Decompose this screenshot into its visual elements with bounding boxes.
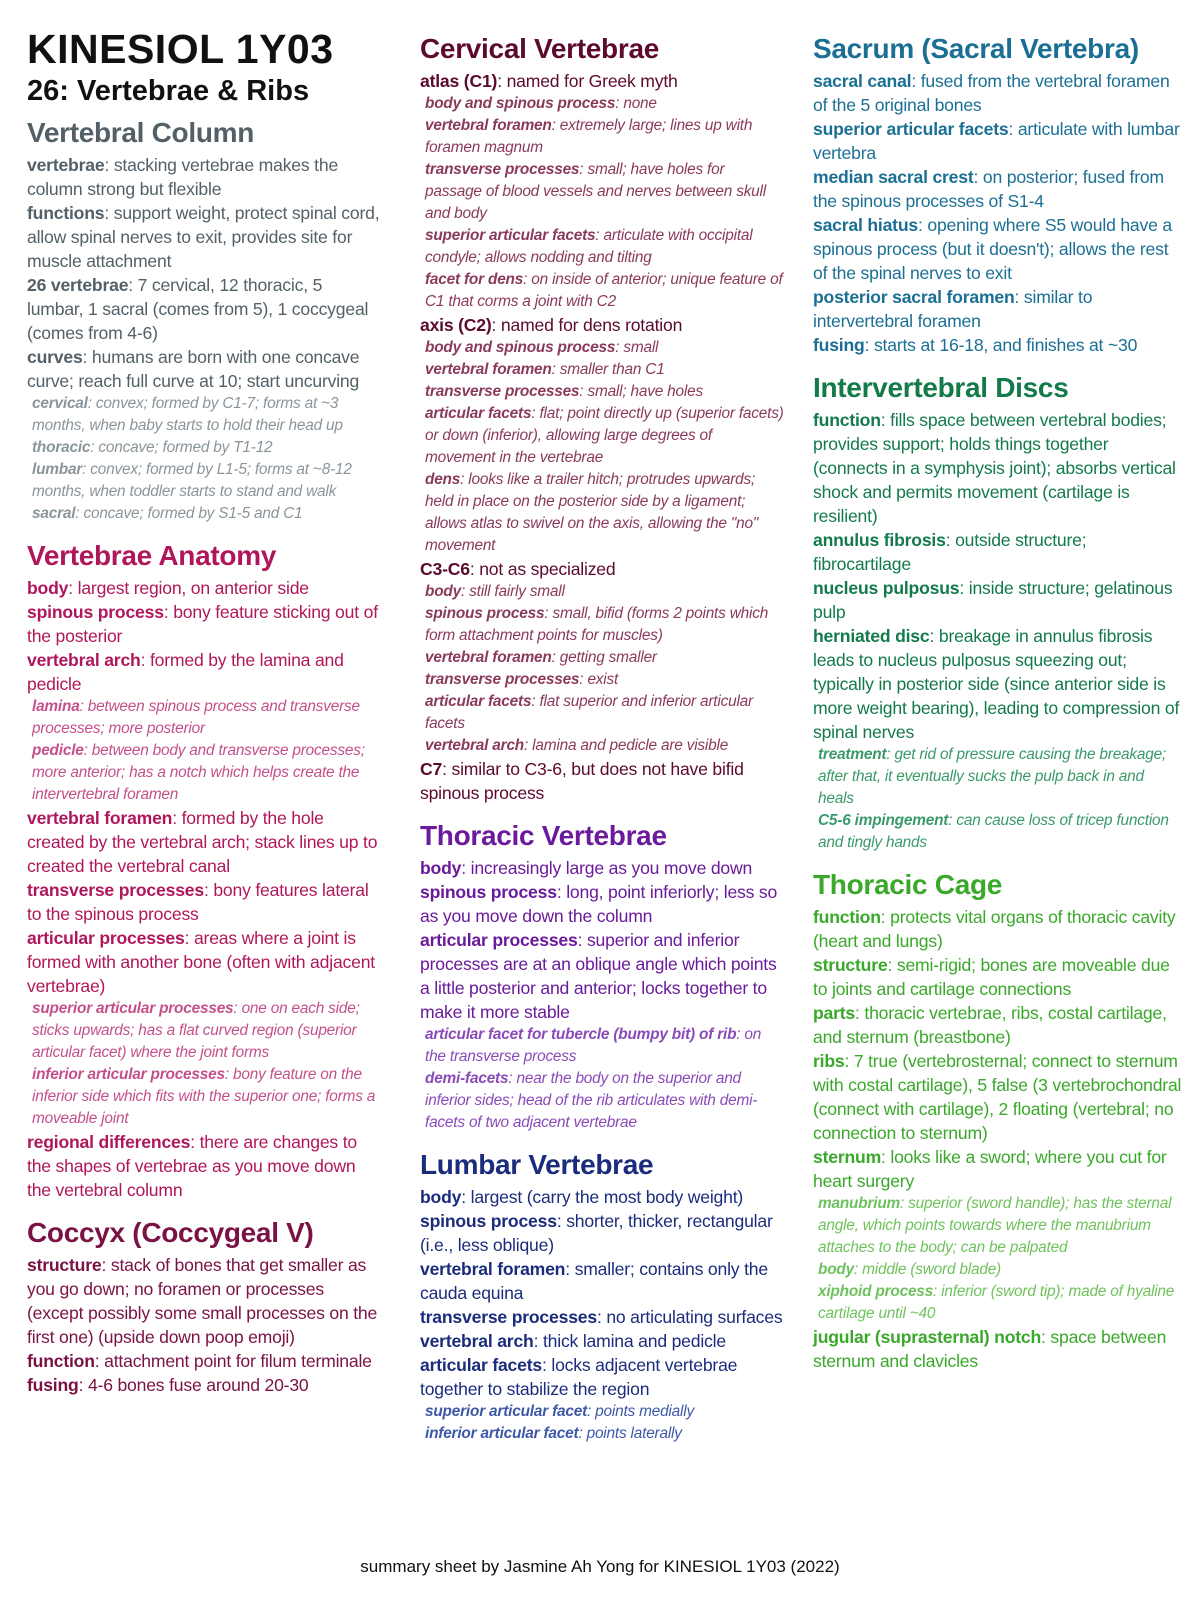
term: articular processes [27,928,185,948]
definition: : one on each side; sticks upwards; has a flat curved region (superior articular facet) where the joint forms [32,1000,360,1061]
definition: : get rid of pressure causing the breakage; after that, it eventually sucks the pulp back in and heals [818,746,1167,807]
term: articular facets [425,693,532,710]
definition-item [420,928,785,1024]
definition-item [27,576,382,600]
term: body and spinous process [425,339,616,356]
definition-item [420,856,785,880]
definition: : between spinous process and transverse processes; more posterior [32,698,360,737]
term: cervical [32,395,88,412]
definition: : attachment point for filum terminale [94,1351,372,1371]
sub-item [27,459,382,503]
definition: : smaller; contains only the cauda equina [420,1259,768,1303]
definition: : between body and transverse processes; more anterior; has a notch which helps create the intervertebral foramen [32,742,365,803]
sub-item [813,1193,1183,1259]
term: spinous process [27,602,164,622]
definition: : thick lamina and pedicle [533,1331,726,1351]
definition: : bony feature on the inferior side which fits with the superior one; forms a moveable joint [32,1066,376,1127]
term: transverse processes [27,880,204,900]
term: articular facets [420,1355,542,1375]
definition-item [27,1373,382,1397]
term: superior articular facets [425,227,596,244]
definition-item [813,1001,1183,1049]
section-heading: Coccyx (Coccygeal V) [27,1217,314,1248]
term: jugular (suprasternal) notch [813,1327,1042,1347]
sub-item [27,393,382,437]
definition: : areas where a joint is formed with another bone (often with adjacent vertebrae) [27,928,375,996]
definition: : largest (carry the most body weight) [461,1187,744,1207]
cervical-vertebrae-section [420,32,785,805]
term: functions [27,203,105,223]
sub-item [813,1281,1183,1325]
definition-item [813,576,1183,624]
definition: : lamina and pedicle are visible [524,737,729,754]
column-2-sections [420,32,785,1445]
sub-item [813,744,1183,810]
definition: : articulate with lumbar vertebra [813,119,1180,163]
definition: : on inside of anterior; unique feature of C1 that corms a joint with C2 [425,271,783,310]
sub-item [420,159,785,225]
term: dens [425,471,461,488]
definition: : inferior (sword tip); made of hyaline cartilage until ~40 [818,1283,1175,1322]
column-1-sections [27,116,382,1397]
thoracic-vertebrae-section [420,819,785,1134]
term: lamina [32,698,80,715]
definition: : similar to intervertebral foramen [813,287,1093,331]
term: thoracic [32,439,91,456]
term: 26 vertebrae [27,275,129,295]
sub-item [27,437,382,459]
definition: : opening where S5 would have a spinous process (but it doesn't); allows the rest of the spinal nerves to exit [813,215,1172,283]
sub-item [420,225,785,269]
term: C7 [420,759,443,779]
definition-item [27,153,382,201]
column-3-sections [813,32,1183,1373]
definition-item [27,806,382,878]
sub-item [420,669,785,691]
definition-item [27,1130,382,1202]
definition-item [813,213,1183,285]
definition: : 7 cervical, 12 thoracic, 5 lumbar, 1 sacral (comes from 5), 1 coccygeal (comes from 4-6) [27,275,369,343]
definition: : 4-6 bones fuse around 20-30 [78,1375,309,1395]
definition: : formed by the lamina and pedicle [27,650,344,694]
term: inferior articular processes [32,1066,225,1083]
sub-item [27,696,382,740]
term: vertebral foramen [425,117,552,134]
definition: : support weight, protect spinal cord, allow spinal nerves to exit, provides site for muscle attachment [27,203,380,271]
definition: : no articulating surfaces [596,1307,783,1327]
term: sacral [32,505,76,522]
term: vertebral foramen [27,808,173,828]
section-heading: Vertebral Column [27,117,255,148]
term: curves [27,347,83,367]
definition: : articulate with occipital condyle; allows nodding and tilting [425,227,753,266]
course-title: KINESIOL 1Y03 [27,26,334,72]
definition: : flat superior and inferior articular facets [425,693,753,732]
definition-item [813,1145,1183,1193]
sub-item [420,581,785,603]
definition: : smaller than C1 [551,361,665,378]
coccyx-section [27,1216,382,1397]
sub-item [420,1423,785,1445]
definition-item [813,117,1183,165]
term: demi-facets [425,1070,509,1087]
definition: : largest region, on anterior side [68,578,309,598]
definition: : space between sternum and clavicles [813,1327,1167,1371]
definition-item [420,880,785,928]
column-1 [27,26,382,1411]
sub-item [420,647,785,669]
term: function [813,907,881,927]
sub-item [420,269,785,313]
term: transverse processes [425,671,580,688]
definition: : breakage in annulus fibrosis leads to nucleus pulposus squeezing out; typically in posterior side (since anterior side is more weight bearing), leading to compression of spinal nerves [813,626,1180,742]
term: vertebral arch [27,650,141,670]
definition: : stack of bones that get smaller as you go down; no foramen or processes (except possibly some small processes on the first one) (upside down poop emoji) [27,1255,378,1347]
definition: : on posterior; fused from the spinous processes of S1-4 [813,167,1164,211]
definition: : shorter, thicker, rectangular (i.e., less oblique) [420,1211,773,1255]
term: vertebral arch [420,1331,534,1351]
definition: : still fairly small [460,583,565,600]
definition: : small, bifid (forms 2 points which form attachment points for muscles) [425,605,769,644]
definition-item [813,408,1183,528]
term: fusing [813,335,865,355]
term: atlas (C1) [420,71,498,91]
column-3 [813,32,1183,1387]
definition: : fills space between vertebral bodies; provides support; holds things together (connects in a symphysis joint); absorbs vertical shock and permits movement (cartilage is resilient) [813,410,1176,526]
definition: : starts at 16-18, and finishes at ~30 [864,335,1138,355]
term: annulus fibrosis [813,530,946,550]
definition-item [813,953,1183,1001]
definition: : thoracic vertebrae, ribs, costal cartilage, and sternum (breastbone) [813,1003,1167,1047]
definition-item [813,1325,1183,1373]
term: body [420,858,462,878]
vertebral-column-section [27,116,382,525]
definition-item [420,69,785,93]
sub-item [813,1259,1183,1281]
term: function [813,410,881,430]
term: structure [27,1255,102,1275]
lumbar-vertebrae-section [420,1148,785,1445]
definition-item [27,1253,382,1349]
term: facet for dens [425,271,524,288]
definition: : bony features lateral to the spinous process [27,880,369,924]
intervertebral-discs-section [813,371,1183,854]
sub-item [420,93,785,115]
term: superior articular facets [813,119,1009,139]
term: pedicle [32,742,84,759]
definition: : can cause loss of tricep function and tingly hands [818,812,1169,851]
term: posterior sacral foramen [813,287,1015,307]
definition: : named for dens rotation [491,315,683,335]
definition: : protects vital organs of thoracic cavity (heart and lungs) [813,907,1176,951]
term: body and spinous process [425,95,616,112]
definition-item [420,313,785,337]
term: transverse processes [420,1307,597,1327]
footer-credit: summary sheet by Jasmine Ah Yong for KINESIOL 1Y03 (2022) [360,1557,840,1576]
sub-item [420,337,785,359]
definition-item [420,1209,785,1257]
definition-item [813,69,1183,117]
term: articular processes [420,930,578,950]
definition: : formed by the hole created by the vertebral arch; stack lines up to created the vertebral canal [27,808,378,876]
definition-item [27,273,382,345]
lecture-title: 26: Vertebrae & Ribs [27,75,310,107]
term: vertebrae [27,155,105,175]
term: articular facets [425,405,532,422]
definition-item [27,345,382,393]
term: treatment [818,746,887,763]
definition: : none [615,95,657,112]
term: sternum [813,1147,882,1167]
term: spinous process [425,605,545,622]
sub-item [420,1401,785,1423]
term: inferior articular facet [425,1425,579,1442]
sub-item [813,810,1183,854]
term: herniated disc [813,626,930,646]
definition: : exist [579,671,619,688]
definition: : points laterally [578,1425,682,1442]
term: median sacral crest [813,167,974,187]
sub-item [27,740,382,806]
definition-item [420,1185,785,1209]
definition: : increasingly large as you move down [461,858,753,878]
term: articular facet for tubercle (bumpy bit) of rib [425,1026,737,1043]
term: vertebral arch [425,737,525,754]
definition: : convex; formed by L1-5; forms at ~8-12 months, when toddler starts to stand and walk [32,461,352,500]
definition: : named for Greek myth [497,71,678,91]
term: body [420,1187,462,1207]
definition: : extremely large; lines up with foramen magnum [425,117,753,156]
column-2 [420,32,785,1459]
definition-item [420,757,785,805]
term: body [818,1261,854,1278]
definition-item [27,648,382,696]
term: superior articular facet [425,1403,587,1420]
term: transverse processes [425,161,580,178]
sub-item [420,603,785,647]
section-heading: Cervical Vertebrae [420,33,659,64]
sacrum-section [813,32,1183,357]
sub-item [420,735,785,757]
term: ribs [813,1051,845,1071]
definition: : looks like a trailer hitch; protrudes upwards; held in place on the posterior side by a ligament; allows atlas to swivel on the axis, allowing the "no" movement [425,471,759,554]
term: parts [813,1003,856,1023]
term: spinous process [420,1211,557,1231]
term: xiphoid process [818,1283,934,1300]
sub-item [27,1064,382,1130]
definition: : semi-rigid; bones are moveable due to joints and cartilage connections [813,955,1170,999]
term: body [27,578,69,598]
term: vertebral foramen [425,649,552,666]
definition: : small; have holes [579,383,703,400]
definition: : 7 true (vertebrosternal; connect to sternum with costal cartilage), 5 false (3 vertebrochondral (connect with cartilage), 2 floating (vertebral; no connection to sternum) [813,1051,1182,1143]
sub-item [420,1068,785,1134]
definition-item [27,878,382,926]
definition: : looks like a sword; where you cut for heart surgery [813,1147,1167,1191]
definition: : middle (sword blade) [853,1261,1001,1278]
sub-item [420,359,785,381]
section-heading: Thoracic Vertebrae [420,820,667,851]
sub-item [420,115,785,159]
definition-item [420,1329,785,1353]
definition-item [813,1049,1183,1145]
definition: : stacking vertebrae makes the column strong but flexible [27,155,339,199]
definition: : long, point inferiorly; less so as you move down the column [420,882,778,926]
definition: : not as specialized [469,559,616,579]
section-heading: Vertebrae Anatomy [27,540,277,571]
definition: : points medially [587,1403,694,1420]
term: fusing [27,1375,79,1395]
definition-item [27,600,382,648]
term: nucleus pulposus [813,578,960,598]
term: spinous process [420,882,557,902]
definition: : near the body on the superior and inferior sides; head of the rib articulates with demi-facets of two adjacent vertebrae [425,1070,758,1131]
definition: : there are changes to the shapes of vertebrae as you move down the vertebral column [27,1132,357,1200]
definition-item [813,333,1183,357]
term: sacral canal [813,71,912,91]
definition: : convex; formed by C1-7; forms at ~3 months, when baby starts to hold their head up [32,395,343,434]
definition-item [813,624,1183,744]
sub-item [420,403,785,469]
definition-item [813,905,1183,953]
definition: : concave; formed by S1-5 and C1 [75,505,303,522]
definition: : humans are born with one concave curve; reach full curve at 10; start uncurving [27,347,360,391]
definition: : flat; point directly up (superior facets) or down (inferior), allowing large degrees of movement in the vertebrae [425,405,784,466]
sub-item [27,998,382,1064]
definition: : inside structure; gelatinous pulp [813,578,1173,622]
term: lumbar [32,461,83,478]
term: C5-6 impingement [818,812,949,829]
term: transverse processes [425,383,580,400]
definition: : small [615,339,659,356]
definition: : getting smaller [551,649,657,666]
definition-item [27,201,382,273]
definition-item [420,557,785,581]
definition: : small; have holes for passage of blood vessels and nerves between skull and body [425,161,766,222]
definition-item [420,1257,785,1305]
definition: : fused from the vertebral foramen of the 5 original bones [813,71,1170,115]
definition: : superior (sword handle); has the sternal angle, which points towards where the manubrium attaches to the body; can be palpated [818,1195,1172,1256]
definition-item [27,926,382,998]
sub-item [27,503,382,525]
definition-item [420,1305,785,1329]
definition-item [813,165,1183,213]
term: function [27,1351,95,1371]
definition: : concave; formed by T1-12 [90,439,273,456]
definition-item [27,1349,382,1373]
definition: : outside structure; fibrocartilage [813,530,1087,574]
term: structure [813,955,888,975]
term: axis (C2) [420,315,492,335]
section-heading: Intervertebral Discs [813,372,1069,403]
definition: : on the transverse process [425,1026,762,1065]
thoracic-cage-section [813,868,1183,1373]
definition: : locks adjacent vertebrae together to stabilize the region [420,1355,738,1399]
term: vertebral foramen [420,1259,566,1279]
term: manubrium [818,1195,900,1212]
section-heading: Sacrum (Sacral Vertebra) [813,33,1139,64]
sub-item [420,469,785,557]
term: superior articular processes [32,1000,234,1017]
definition: : superior and inferior processes are at an oblique angle which points a little posterior and anterior; locks together to make it more stable [420,930,777,1022]
term: sacral hiatus [813,215,918,235]
term: body [425,583,461,600]
definition-item [420,1353,785,1401]
section-heading: Lumbar Vertebrae [420,1149,654,1180]
term: vertebral foramen [425,361,552,378]
definition-item [813,528,1183,576]
section-heading: Thoracic Cage [813,869,1003,900]
vertebrae-anatomy-section [27,539,382,1202]
sub-item [420,381,785,403]
sub-item [420,691,785,735]
term: regional differences [27,1132,191,1152]
term: C3-C6 [420,559,470,579]
definition: : bony feature sticking out of the posterior [27,602,378,646]
definition: : similar to C3-6, but does not have bifid spinous process [420,759,744,803]
definition-item [813,285,1183,333]
sub-item [420,1024,785,1068]
